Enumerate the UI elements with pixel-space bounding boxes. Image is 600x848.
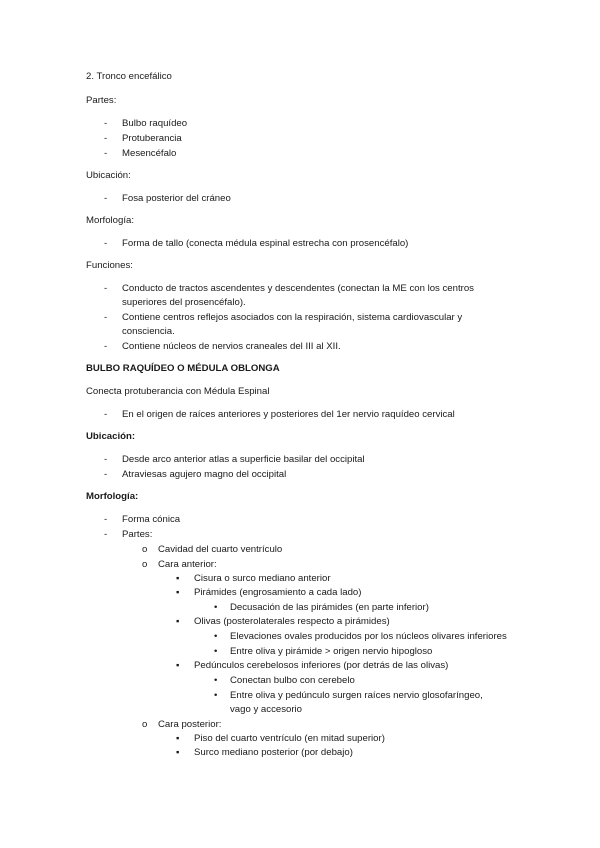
- list-item-continuation: superiores del prosencéfalo).: [122, 297, 246, 308]
- list-item: En el origen de raíces anteriores y posteriores del 1er nervio raquídeo cervical: [122, 409, 455, 420]
- list-item: Cavidad del cuarto ventrículo: [158, 544, 283, 555]
- dash-marker: -: [104, 454, 108, 465]
- list-item: Contiene núcleos de nervios craneales del III al XII.: [122, 341, 341, 352]
- bulbo-heading: BULBO RAQUÍDEO O MÉDULA OBLONGA: [86, 363, 280, 374]
- dash-marker: -: [104, 341, 108, 352]
- dash-marker: -: [104, 469, 108, 480]
- list-item: Contiene centros reflejos asociados con la respiración, sistema cardiovascular y: [122, 312, 463, 323]
- dash-marker: -: [104, 118, 108, 129]
- bulbo-morfologia-label: Morfología:: [86, 491, 139, 502]
- dash-marker: -: [104, 283, 108, 294]
- square-marker: ▪: [176, 587, 180, 598]
- list-item-continuation: consciencia.: [122, 326, 175, 337]
- partes-label: Partes:: [86, 95, 117, 106]
- bulbo-intro: Conecta protuberancia con Médula Espinal: [86, 386, 270, 397]
- list-item: Surco mediano posterior (por debajo): [194, 747, 353, 758]
- list-item: Forma cónica: [122, 514, 181, 525]
- bullet-marker: •: [214, 675, 218, 686]
- list-item: Pirámides (engrosamiento a cada lado): [194, 587, 362, 598]
- square-marker: ▪: [176, 747, 180, 758]
- square-marker: ▪: [176, 616, 180, 627]
- ubicacion-label: Ubicación:: [86, 170, 131, 181]
- circle-marker: o: [142, 544, 148, 555]
- list-item: Forma de tallo (conecta médula espinal estrecha con prosencéfalo): [122, 238, 409, 249]
- list-item: Cara anterior:: [158, 559, 217, 570]
- morfologia-label: Morfología:: [86, 215, 134, 226]
- list-item: Atraviesas agujero magno del occipital: [122, 469, 287, 480]
- dash-marker: -: [104, 312, 108, 323]
- dash-marker: -: [104, 409, 108, 420]
- list-item: Pedúnculos cerebelosos inferiores (por detrás de las olivas): [194, 660, 449, 671]
- square-marker: ▪: [176, 573, 180, 584]
- list-item: Entre oliva y pirámide > origen nervio hipogloso: [230, 646, 433, 657]
- list-item: Fosa posterior del cráneo: [122, 193, 231, 204]
- list-item: Protuberancia: [122, 133, 182, 144]
- dash-marker: -: [104, 133, 108, 144]
- bullet-marker: •: [214, 631, 218, 642]
- bullet-marker: •: [214, 602, 218, 613]
- dash-marker: -: [104, 193, 108, 204]
- circle-marker: o: [142, 559, 148, 570]
- list-item: Entre oliva y pedúnculo surgen raíces nervio glosofaríngeo,: [230, 690, 483, 701]
- dash-marker: -: [104, 238, 108, 249]
- bullet-marker: •: [214, 646, 218, 657]
- section-title: 2. Tronco encefálico: [86, 71, 172, 82]
- square-marker: ▪: [176, 733, 180, 744]
- list-item: Cisura o surco mediano anterior: [194, 573, 331, 584]
- list-item: Decusación de las pirámides (en parte inferior): [230, 602, 429, 613]
- dash-marker: -: [104, 529, 108, 540]
- list-item: Piso del cuarto ventrículo (en mitad superior): [194, 733, 385, 744]
- circle-marker: o: [142, 719, 148, 730]
- dash-marker: -: [104, 148, 108, 159]
- list-item: Desde arco anterior atlas a superficie basilar del occipital: [122, 454, 365, 465]
- dash-marker: -: [104, 514, 108, 525]
- bullet-marker: •: [214, 690, 218, 701]
- list-item: Bulbo raquídeo: [122, 118, 188, 129]
- list-item: Conectan bulbo con cerebelo: [230, 675, 355, 686]
- list-item: Partes:: [122, 529, 153, 540]
- square-marker: ▪: [176, 660, 180, 671]
- list-item: Conducto de tractos ascendentes y descendentes (conectan la ME con los centros: [122, 283, 474, 294]
- bulbo-ubicacion-label: Ubicación:: [86, 431, 136, 442]
- list-item: Elevaciones ovales producidos por los núcleos olivares inferiores: [230, 631, 507, 642]
- funciones-label: Funciones:: [86, 260, 133, 271]
- list-item-continuation: vago y accesorio: [230, 704, 302, 715]
- list-item: Mesencéfalo: [122, 148, 177, 159]
- list-item: Cara posterior:: [158, 719, 222, 730]
- list-item: Olivas (posterolaterales respecto a pirámides): [194, 616, 390, 627]
